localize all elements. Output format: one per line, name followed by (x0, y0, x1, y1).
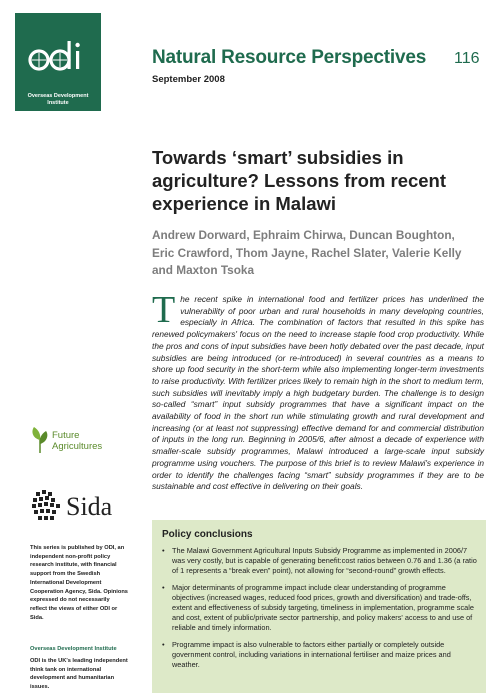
odi-description: ODI is the UK's leading independent think tank on international development and humanitarian issues. (30, 658, 128, 691)
article-authors: Andrew Dorward, Ephraim Chirwa, Duncan Boughton, Eric Crawford, Thom Jayne, Rachel Slater, Valerie Kelly and Maxton Tsoka (152, 228, 462, 277)
bullet-icon: • (162, 640, 165, 649)
leaf-icon (30, 426, 50, 454)
publication-note: This series is published by ODI, an independent non-profit policy research institute, with financial support from the Swedish International Development Cooperation Agency, Sida. Opinions expressed do not necessarily reflect the views of either ODI or Sida. (30, 545, 128, 621)
bullet-icon: • (162, 546, 165, 555)
policy-heading: Policy conclusions (162, 529, 253, 540)
policy-item (162, 546, 480, 576)
policy-list (162, 546, 480, 677)
odi-logo[interactable] (15, 13, 101, 111)
sida-wordmark: Sida (66, 492, 113, 521)
drop-cap: T (152, 289, 176, 331)
sida-crown-icon (30, 488, 62, 524)
future-agricultures-text: Future Agricultures (52, 430, 103, 452)
policy-conclusions-box (152, 520, 486, 693)
policy-item-text: Programme impact is also vulnerable to factors either partially or completely outside government control, including variations in international fertiliser and maize prices and weather. (172, 640, 451, 669)
abstract-text: he recent spike in international food and fertilizer prices has underlined the vulnerability of poor urban and rural households in many developing countries, especially in Africa. The combination of factors that resulted in this spike has renewed policymakers' focus on the need to increase staple food crop productivity. While the pros and cons of input subsidies have been hotly debated over the past decade, input subsidies are being introduced (or re-introduced) in several countries as a means to shore up food security in the short-term while also implementing longer-term investments to raise productivity. With fertilizer prices likely to remain high in the short to medium term, such subsidies will inevitably imply a high budgetary burden. The challenge is to design so-called “smart” input subsidy programmes that have a significant impact on the availability of food in the short run while stimulating growth and rural development and increasing (or at least not suppressing) effective demand for and commercial distribution of inputs in the long run. Beginning in 2005/6, after almost a decade of experience with smaller-scale subsidy programmes, Malawi introduced a large-scale input subsidy programme using vouchers. The purpose of this brief is to review Malawi's experience in order to identify the challenges facing “smart” subsidy programmes if they are to be sustainable and cost effective in delivering on their goals. (152, 294, 484, 492)
policy-item (162, 640, 480, 670)
policy-item-text: Major determinants of programme impact include clear understanding of programme objectives (increased wages, reduced food prices, growth and diversification) and trade-offs, extent and effectiveness of subsidy targeting, timeliness in implementation, programme scale and cost, extent of public/private sector partnership, and policy makers' access to and use of reliable and timely information. (172, 583, 474, 632)
issue-date: September 2008 (152, 74, 225, 85)
sidebar (0, 0, 132, 693)
policy-item-text: The Malawi Government Agricultural Inputs Subsidy Programme as implemented in 2006/7 was very costly, but is capable of generating benefit:cost ratios between 0.76 and 1.36 (a ratio of 1 represents a “break even” point), not allowing for “second-round” growth effects. (172, 546, 477, 575)
bullet-icon: • (162, 583, 165, 592)
article-abstract (152, 289, 484, 493)
article-title: Towards ‘smart’ subsidies in agriculture? Lessons from recent experience in Malawi (152, 147, 447, 214)
policy-item (162, 583, 480, 633)
series-number: 116 (454, 50, 480, 67)
future-agricultures-logo[interactable] (30, 426, 130, 458)
sida-logo[interactable] (30, 488, 130, 528)
odi-org-name: Overseas Development Institute (27, 93, 89, 106)
odi-heading: Overseas Development Institute (30, 646, 117, 652)
series-title: Natural Resource Perspectives (152, 47, 427, 68)
odi-logo-icon (28, 38, 88, 78)
